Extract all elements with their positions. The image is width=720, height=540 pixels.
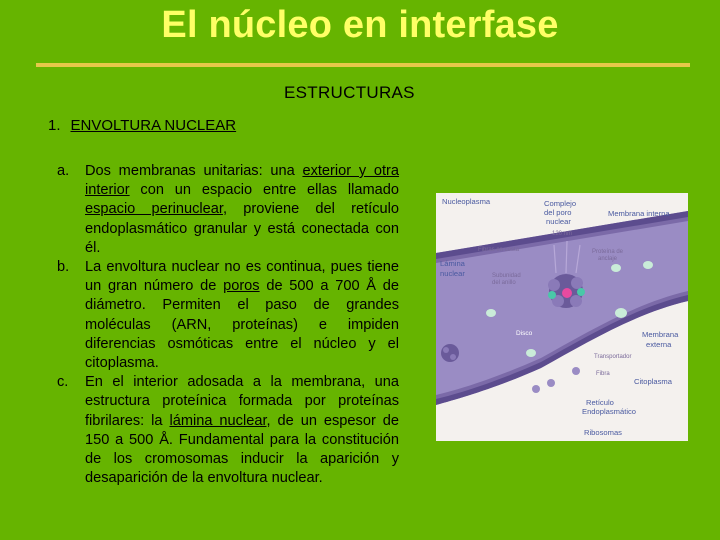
label-proteina-1: Proteína de bbox=[592, 249, 624, 255]
section-number: 1. bbox=[48, 117, 61, 134]
label-fibras: Fibras en cesta bbox=[478, 247, 520, 253]
label-nucleoplasma: Nucleoplasma bbox=[442, 197, 491, 206]
slide-title: El núcleo en interfase bbox=[161, 4, 559, 46]
label-membrana-externa-2: externa bbox=[646, 340, 672, 349]
item-text: En el interior adosada a la membrana, una estructura proteínica formada por proteínas fibrilares: la bbox=[85, 374, 399, 429]
label-membrana-interna: Membrana interna bbox=[608, 209, 670, 218]
list-item-a bbox=[56, 162, 399, 258]
label-lamina-1: Lámina bbox=[440, 259, 465, 268]
protein-particle bbox=[526, 349, 536, 357]
protein-particle bbox=[611, 264, 621, 272]
label-citoplasma: Citoplasma bbox=[634, 377, 672, 386]
item-text: con un espacio entre ellas llamado bbox=[129, 182, 399, 199]
list-item-c bbox=[56, 373, 399, 488]
item-text: , proviene del retículo endoplasmático granular y está conectada con él. bbox=[85, 201, 399, 256]
nuclear-envelope-illustration bbox=[436, 193, 688, 441]
item-marker: c. bbox=[57, 374, 69, 391]
label-complejo-3: nuclear bbox=[546, 217, 571, 226]
label-subunidad-2: del anillo bbox=[492, 280, 516, 286]
nuclear-envelope-drawing bbox=[436, 193, 688, 441]
label-disco: Disco bbox=[516, 330, 533, 337]
label-subunidad-1: Subunidad bbox=[492, 273, 521, 279]
item-text: Dos membranas unitarias: una bbox=[85, 163, 303, 179]
list-item-b bbox=[56, 258, 399, 373]
side-pore bbox=[441, 344, 459, 362]
item-marker: b. bbox=[57, 259, 70, 276]
item-list bbox=[56, 162, 399, 488]
section-heading bbox=[48, 117, 236, 134]
ribosome bbox=[572, 367, 580, 375]
item-underlined-term: poros bbox=[223, 278, 260, 295]
item-underlined-term: espacio perinuclear bbox=[85, 201, 223, 218]
item-text: La envoltura nuclear no es continua, pues tiene un gran número de bbox=[85, 259, 399, 295]
item-underlined-term: exterior y otra interior bbox=[85, 163, 399, 199]
label-membrana-externa-1: Membrana bbox=[642, 330, 679, 339]
section-label: ENVOLTURA NUCLEAR bbox=[70, 117, 237, 134]
item-underlined-term: lámina nuclear bbox=[169, 412, 267, 429]
ribosome bbox=[547, 379, 555, 387]
title-divider bbox=[36, 63, 690, 67]
label-complejo-1: Complejo bbox=[544, 199, 577, 208]
label-reticulo-2: Endoplasmático bbox=[582, 407, 637, 416]
label-transportador: Transportador bbox=[594, 354, 632, 360]
label-reticulo-1: Retículo bbox=[586, 398, 614, 407]
item-text: , de un espesor de 150 a 500 Å. Fundamental para la constitución de los cromosomas inducir la aparición y desaparición de la envoltura nuclear. bbox=[85, 412, 400, 487]
ribosome bbox=[532, 385, 540, 393]
item-marker: a. bbox=[57, 163, 70, 179]
slide-subtitle: ESTRUCTURAS bbox=[284, 83, 415, 102]
protein-particle bbox=[615, 308, 627, 318]
protein-particle bbox=[643, 261, 653, 269]
label-proteina-2: anclaje bbox=[598, 256, 618, 262]
label-ribosomas: Ribosomas bbox=[584, 428, 622, 437]
label-lamina-2: nuclear bbox=[440, 269, 465, 278]
label-fibra: Fibra bbox=[596, 371, 610, 377]
nuclear-pore-complex bbox=[548, 274, 585, 308]
label-scale: 120 nm bbox=[552, 231, 573, 237]
protein-particle bbox=[486, 309, 496, 317]
label-complejo-2: del poro bbox=[544, 208, 572, 217]
item-text: de 500 a 700 Å de diámetro. Permiten el paso de grandes moléculas (ARN, proteínas) e impiden diferencias osmóticas entre el núcleo y el citoplasma. bbox=[85, 278, 400, 372]
